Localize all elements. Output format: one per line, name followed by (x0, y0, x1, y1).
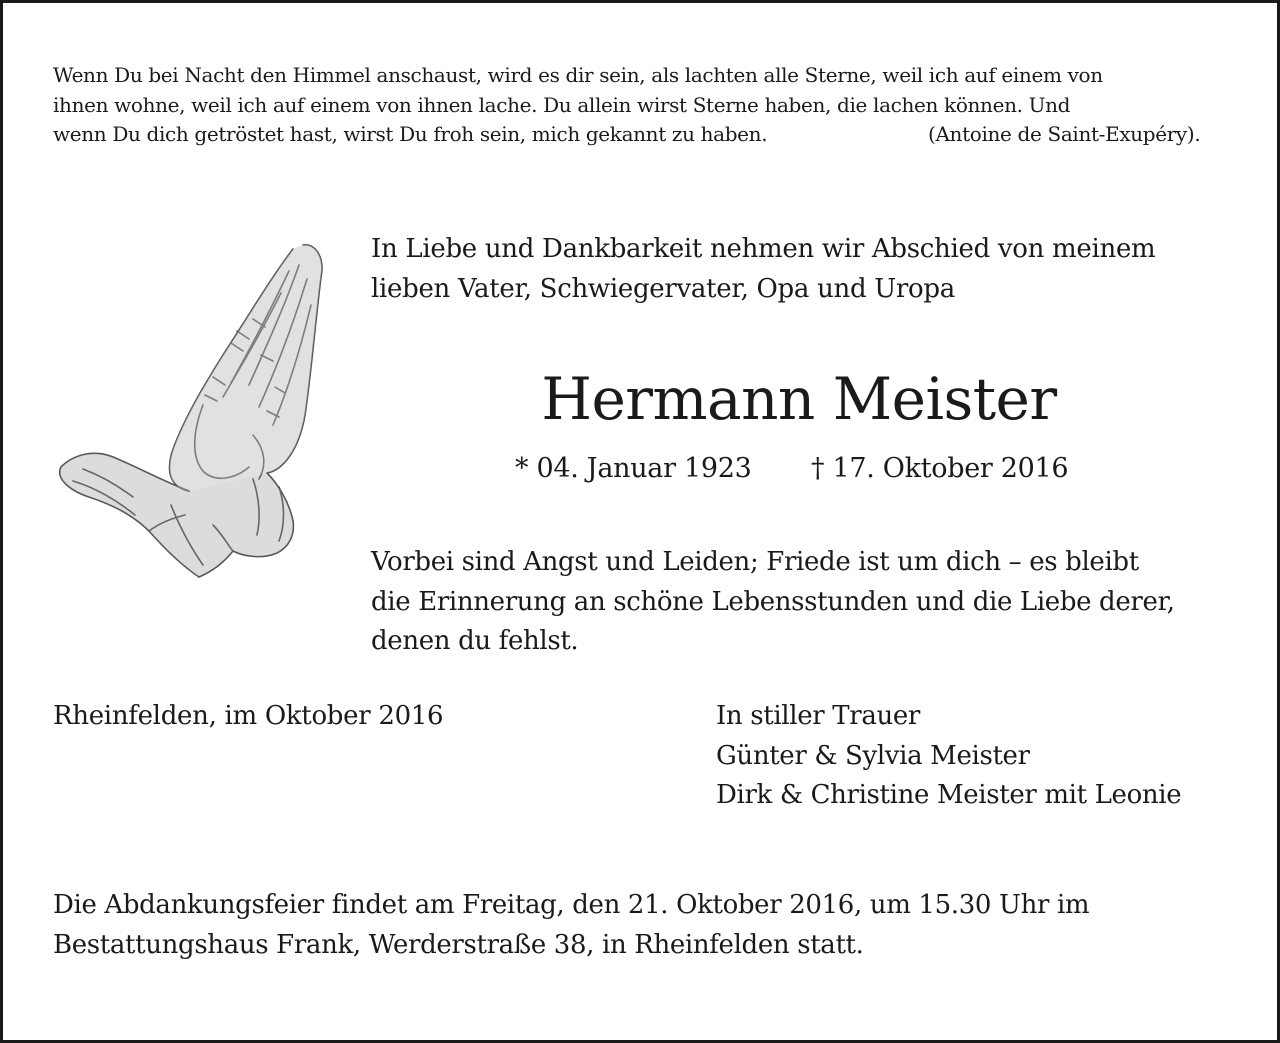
memorial-verse (371, 543, 1251, 662)
quote-line: Wenn Du bei Nacht den Himmel anschaust, wird es dir sein, als lachten alle Sterne, weil ich auf einem von (53, 63, 1103, 87)
death-date: † 17. Oktober 2016 (811, 453, 1069, 484)
quote-line: wenn Du dich getröstet hast, wirst Du froh sein, mich gekannt zu haben. (53, 122, 768, 146)
mourners-line: Günter & Sylvia Meister (716, 740, 1030, 771)
verse-line: Vorbei sind Angst und Leiden; Friede ist um dich – es bleibt (371, 547, 1139, 577)
verse-line: denen du fehlst. (371, 626, 579, 656)
quote-line: ihnen wohne, weil ich auf einem von ihnen lache. Du allein wirst Sterne haben, die lachen können. Und (53, 92, 1071, 117)
ceremony-line: Bestattungshaus Frank, Werderstraße 38, in Rheinfelden statt. (53, 930, 864, 960)
verse-line: die Erinnerung an schöne Lebensstunden und die Liebe derer, (371, 586, 1175, 617)
ceremony-info (53, 885, 1233, 965)
quote-author: (Antoine de Saint-Exupéry). (928, 122, 1201, 146)
intro-text (371, 229, 1251, 309)
quote-block (53, 61, 1233, 150)
deceased-name: Hermann Meister (541, 365, 1057, 433)
intro-line: lieben Vater, Schwiegervater, Opa und Uropa (371, 274, 955, 304)
mourners-block (716, 697, 1181, 816)
mourners-line: Dirk & Christine Meister mit Leonie (716, 780, 1182, 810)
place-date: Rheinfelden, im Oktober 2016 (53, 701, 444, 731)
ceremony-line: Die Abdankungsfeier findet am Freitag, den 21. Oktober 2016, um 15.30 Uhr im (53, 890, 1090, 920)
praying-hands-icon (53, 235, 333, 585)
mourners-line: In stiller Trauer (716, 701, 920, 731)
birth-date: * 04. Januar 1923 (515, 453, 752, 484)
intro-line: In Liebe und Dankbarkeit nehmen wir Abschied von meinem (371, 234, 1156, 264)
